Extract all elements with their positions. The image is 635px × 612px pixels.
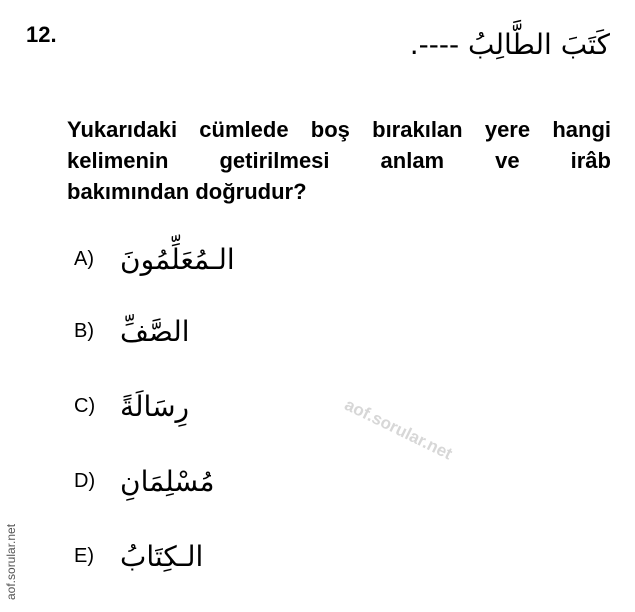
question-line-3: bakımından doğrudur? xyxy=(67,179,307,204)
question-word: Yukarıdaki xyxy=(67,117,178,142)
option-c[interactable] xyxy=(74,381,189,431)
option-letter: C) xyxy=(74,394,96,417)
question-word: ve xyxy=(495,148,520,173)
option-letter: A) xyxy=(74,247,94,270)
question-word: boş xyxy=(310,117,350,142)
question-word: hangi xyxy=(552,117,611,142)
option-e[interactable] xyxy=(74,531,203,581)
question-line-2 xyxy=(67,145,611,176)
question-word: bırakılan xyxy=(372,117,463,142)
watermark: aof.sorular.net xyxy=(341,395,456,464)
option-arabic-text: الـكِتَابُ xyxy=(120,539,204,573)
question-word: kelimenin xyxy=(67,148,169,173)
option-d[interactable] xyxy=(74,456,215,506)
option-arabic-text: رِسَالَةً xyxy=(120,389,190,423)
option-arabic-text: الصَّفِّ xyxy=(120,314,190,348)
question-word: cümlede xyxy=(199,117,289,142)
question-number: 12. xyxy=(26,22,57,47)
option-b[interactable] xyxy=(74,306,190,356)
option-letter: B) xyxy=(74,319,94,342)
option-arabic-text: الـمُعَلِّمُونَ xyxy=(120,242,235,276)
option-letter: E) xyxy=(74,544,94,567)
question-word: irâb xyxy=(570,148,611,173)
question-text xyxy=(67,114,611,207)
question-line-1 xyxy=(67,114,611,145)
option-arabic-text: مُسْلِمَانِ xyxy=(120,464,215,498)
side-watermark: aof.sorular.net xyxy=(4,523,18,600)
arabic-sentence: كَتَبَ الطَّالِبُ ----. xyxy=(409,28,610,61)
question-word: anlam xyxy=(380,148,445,173)
question-word: yere xyxy=(484,117,531,142)
option-letter: D) xyxy=(74,469,96,492)
question-word: getirilmesi xyxy=(219,148,330,173)
option-a[interactable] xyxy=(74,234,235,284)
